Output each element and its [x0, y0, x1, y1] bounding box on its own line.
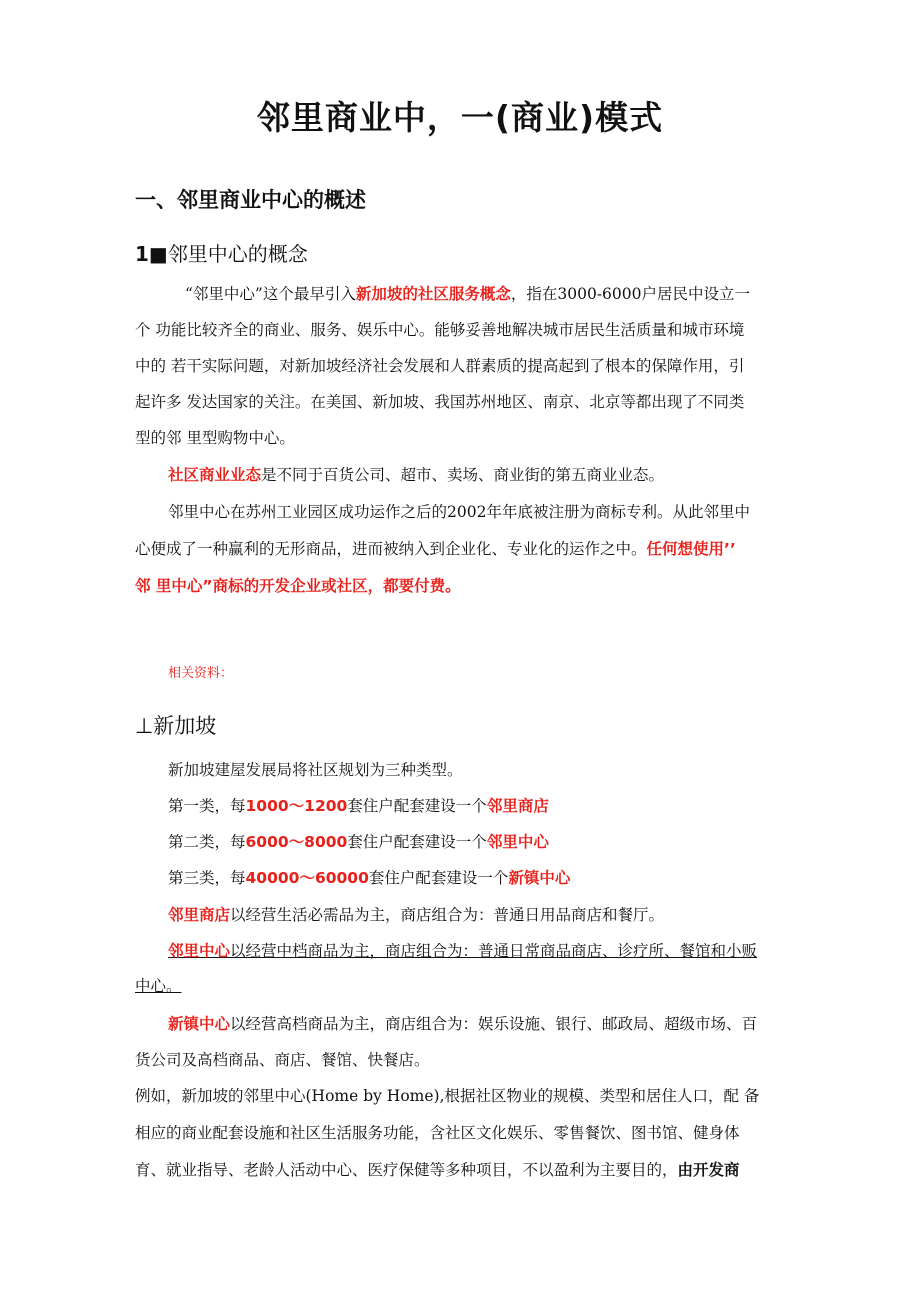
paragraph-line: [168, 905, 828, 925]
page-title: 邻里商业中，一(商业)模式: [256, 98, 664, 137]
highlight-text: 任何想使用’’: [646, 540, 736, 558]
paragraph-line: 型的邻 里型购物中心。: [135, 429, 295, 447]
text-span: 第三类，每: [168, 869, 246, 887]
text-span: 套住户配套建设一个: [347, 833, 487, 851]
text-span: 育、就业指导、老龄人活动中心、医疗保健等多种项目，不以盈利为主要目的，: [135, 1161, 678, 1179]
category-line: [168, 832, 828, 852]
highlight-text: 6000～8000: [245, 833, 348, 851]
paragraph-line: 邻 里中心”商标的开发企业或社区，都要付费。: [135, 577, 461, 595]
paragraph-line: [168, 941, 828, 961]
text-span: 第二类，每: [168, 833, 246, 851]
paragraph-line: 中的 若干实际问题，对新加坡经济社会发展和人群素质的提高起到了根本的保障作用，引: [135, 357, 745, 375]
subsection-title: 邻里中心的概念: [167, 242, 308, 266]
text-span: 以经营中档商品为主，商店组合为：普通日常商品商店、诊疗所、餐馆和小贩: [230, 942, 758, 960]
text-span: ，指在3000-6000户居民中设立一: [510, 285, 751, 303]
text-span: 套住户配套建设一个: [368, 869, 509, 887]
subsection-number: 1■: [135, 242, 168, 266]
bold-text: 由开发商: [677, 1161, 740, 1179]
paragraph-line: [168, 1014, 828, 1034]
paragraph-line: 中心。: [135, 977, 182, 995]
section-heading: 一、邻里商业中心的概述: [135, 188, 366, 212]
paragraph-line: [135, 539, 795, 559]
paragraph-line: 新加坡建屋发展局将社区规划为三种类型。: [168, 761, 463, 779]
subsection-heading: [135, 238, 308, 267]
text-span: 心便成了一种赢利的无形商品，进而被纳入到企业化、专业化的运作之中。: [135, 540, 647, 558]
text-span: 以经营高档商品为主，商店组合为：娱乐设施、银行、邮政局、超级市场、百: [230, 1015, 758, 1033]
paragraph-line: 货公司及高档商品、商店、餐馆、快餐店。: [135, 1051, 430, 1069]
singapore-heading: ⊥新加坡: [135, 714, 217, 738]
highlight-text: 新镇中心: [168, 1015, 231, 1033]
paragraph-line: [185, 284, 845, 304]
text-span: 套住户配套建设一个: [347, 797, 487, 815]
paragraph-line: 例如，新加坡的邻里中心(Home by Home),根据社区物业的规模、类型和居住人口，配 备: [135, 1087, 760, 1105]
text-span: 以经营生活必需品为主，商店组合为：普通日用品商店和餐厅。: [230, 906, 665, 924]
paragraph-line: 相应的商业配套设施和社区生活服务功能，含社区文化娱乐、零售餐饮、图书馆、健身体: [135, 1124, 740, 1142]
paragraph-line: 邻里中心在苏州工业园区成功运作之后的2002年年底被注册为商标专利。从此邻里中: [168, 503, 750, 521]
paragraph-line: [135, 1160, 795, 1180]
paragraph-line: [168, 465, 828, 485]
highlight-text: 1000～1200: [245, 797, 348, 815]
highlight-text: 邻里商店: [168, 906, 231, 924]
highlight-text: 社区商业业态: [168, 466, 262, 484]
text-span: 是不同于百货公司、超市、卖场、商业街的第五商业业态。: [261, 466, 665, 484]
highlight-text: 40000～60000: [245, 869, 369, 887]
related-label: 相关资料：: [168, 666, 234, 681]
category-line: [168, 796, 828, 816]
text-span: 第一类，每: [168, 797, 246, 815]
text-span: “邻里中心”这个最早引入: [185, 285, 356, 303]
paragraph-line: 个 功能比较齐全的商业、服务、娱乐中心。能够妥善地解决城市居民生活质量和城市环境: [135, 321, 745, 339]
paragraph-line: 起许多 发达国家的关注。在美国、新加坡、我国苏州地区、南京、北京等都出现了不同类: [135, 393, 745, 411]
category-line: [168, 868, 828, 888]
highlight-text: 邻里中心: [168, 942, 231, 960]
highlight-text: 邻里商店: [486, 797, 549, 815]
highlight-text: 新镇中心: [508, 869, 571, 887]
highlight-text: 邻里中心: [486, 833, 549, 851]
highlight-text: 新加坡的社区服务概念: [355, 285, 511, 303]
